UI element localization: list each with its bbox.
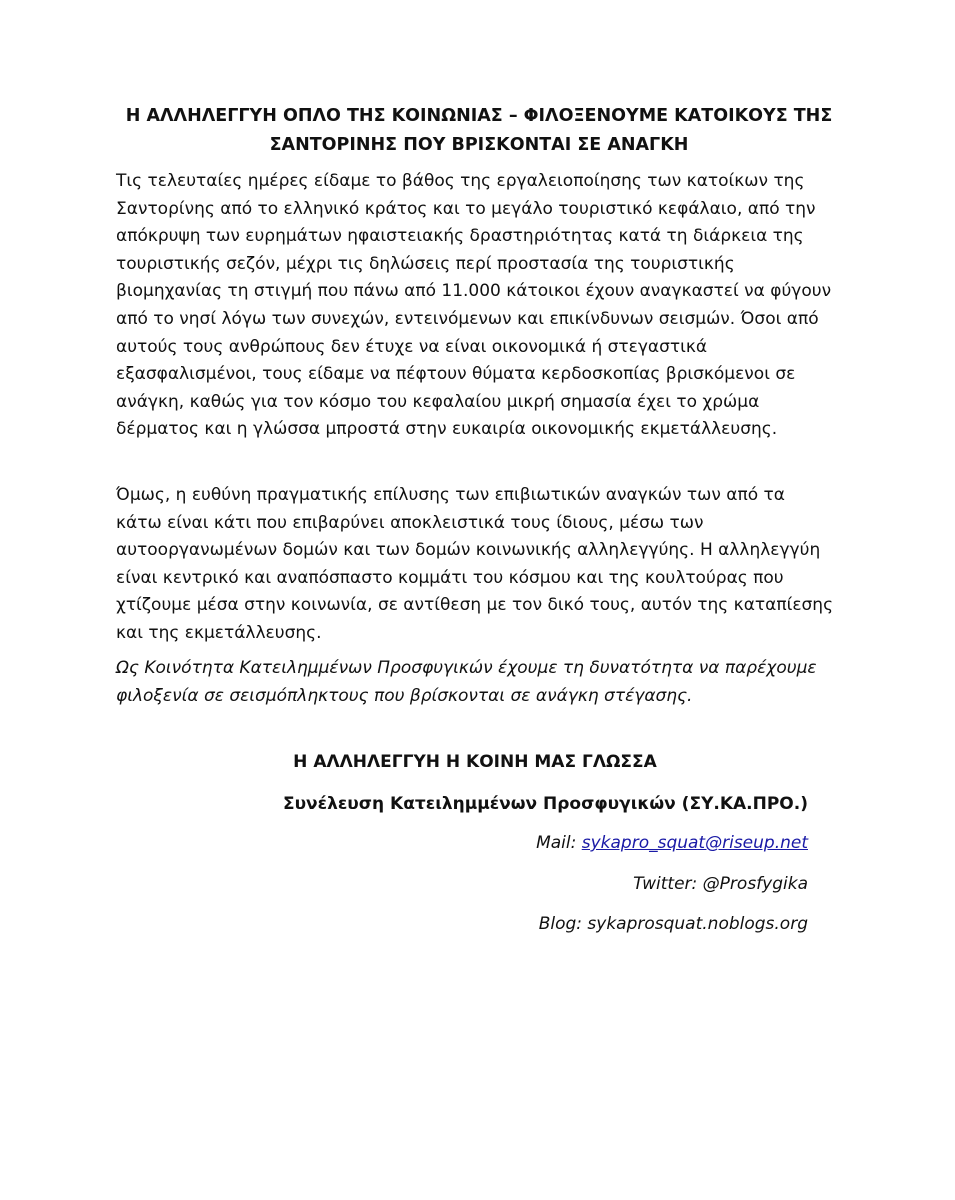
mail-label: Mail: [536,833,582,853]
contact-twitter: Twitter: @Prosfygika [633,874,808,894]
paragraph-1: Τις τελευταίες ημέρες είδαμε το βάθος της εργαλειοποίησης των κατοίκων της Σαντορίνης από το ελληνικό κράτος και το μεγάλο τουριστικό κεφάλαιο, από την απόκρυψη των ευρημάτων ηφαιστειακής δραστηριότητας κατά τη διάρκεια της τουριστικής σεζόν, μέχρι τις δηλώσεις περί προστασία της τουριστικής βιομηχανίας τη στιγμή που πάνω από 11.000 κάτοικοι έχουν αναγκαστεί να φύγουν από το νησί λόγω των συνεχών, εντεινόμενων και επικίνδυνων σεισμών. Όσοι από αυτούς τους ανθρώπους δεν έτυχε να είναι οικονομικά ή στεγαστικά εξασφαλισμένοι, τους είδαμε να πέφτουν θύματα κερδοσκοπίας βρισκόμενοι σε ανάγκη, καθώς για τον κόσμο του κεφαλαίου μικρή σημασία έχει το χρώμα δέρματος και η γλώσσα μπροστά στην ευκαιρία οικονομικής εκμετάλλευσης. [116,171,832,440]
paragraph-3: Ως Κοινότητα Κατειλημμένων Προσφυγικών έχουμε τη δυνατότητα να παρέχουμε φιλοξενία σε σεισμόπληκτους που βρίσκονται σε ανάγκη στέγασης. [116,658,817,706]
contact-blog: Blog: sykaprosquat.noblogs.org [538,914,808,934]
signature-organization: Συνέλευση Κατειλημμένων Προσφυγικών (ΣΥ.ΚΑ.ΠΡΟ.) [282,794,808,814]
slogan: Η ΑΛΛΗΛΕΓΓΥΗ Η ΚΟΙΝΗ ΜΑΣ ΓΛΩΣΣΑ [293,752,657,772]
contact-mail [536,829,808,857]
document-title: Η ΑΛΛΗΛΕΓΓΥΗ ΟΠΛΟ ΤΗΣ ΚΟΙΝΩΝΙΑΣ – ΦΙΛΟΞΕΝΟΥΜΕ ΚΑΤΟΙΚΟΥΣ ΤΗΣ ΣΑΝΤΟΡΙΝΗΣ ΠΟΥ ΒΡΙΣΚΟΝΤΑΙ ΣΕ ΑΝΑΓΚΗ [125,106,833,155]
paragraph-2: Όμως, η ευθύνη πραγματικής επίλυσης των επιβιωτικών αναγκών των από τα κάτω είναι κάτι που επιβαρύνει αποκλειστικά τους ίδιους, μέσω των αυτοοργανωμένων δομών και των δομών κοινωνικής αλληλεγγύης. Η αλληλεγγύη είναι κεντρικό και αναπόσπαστο κομμάτι του κόσμου και της κουλτούρας που χτίζουμε μέσα στην κοινωνία, σε αντίθεση με τον δικό τους, αυτόν της καταπίεσης και της εκμετάλλευσης. [116,485,834,643]
mail-link[interactable]: sykapro_squat@riseup.net [581,833,808,853]
